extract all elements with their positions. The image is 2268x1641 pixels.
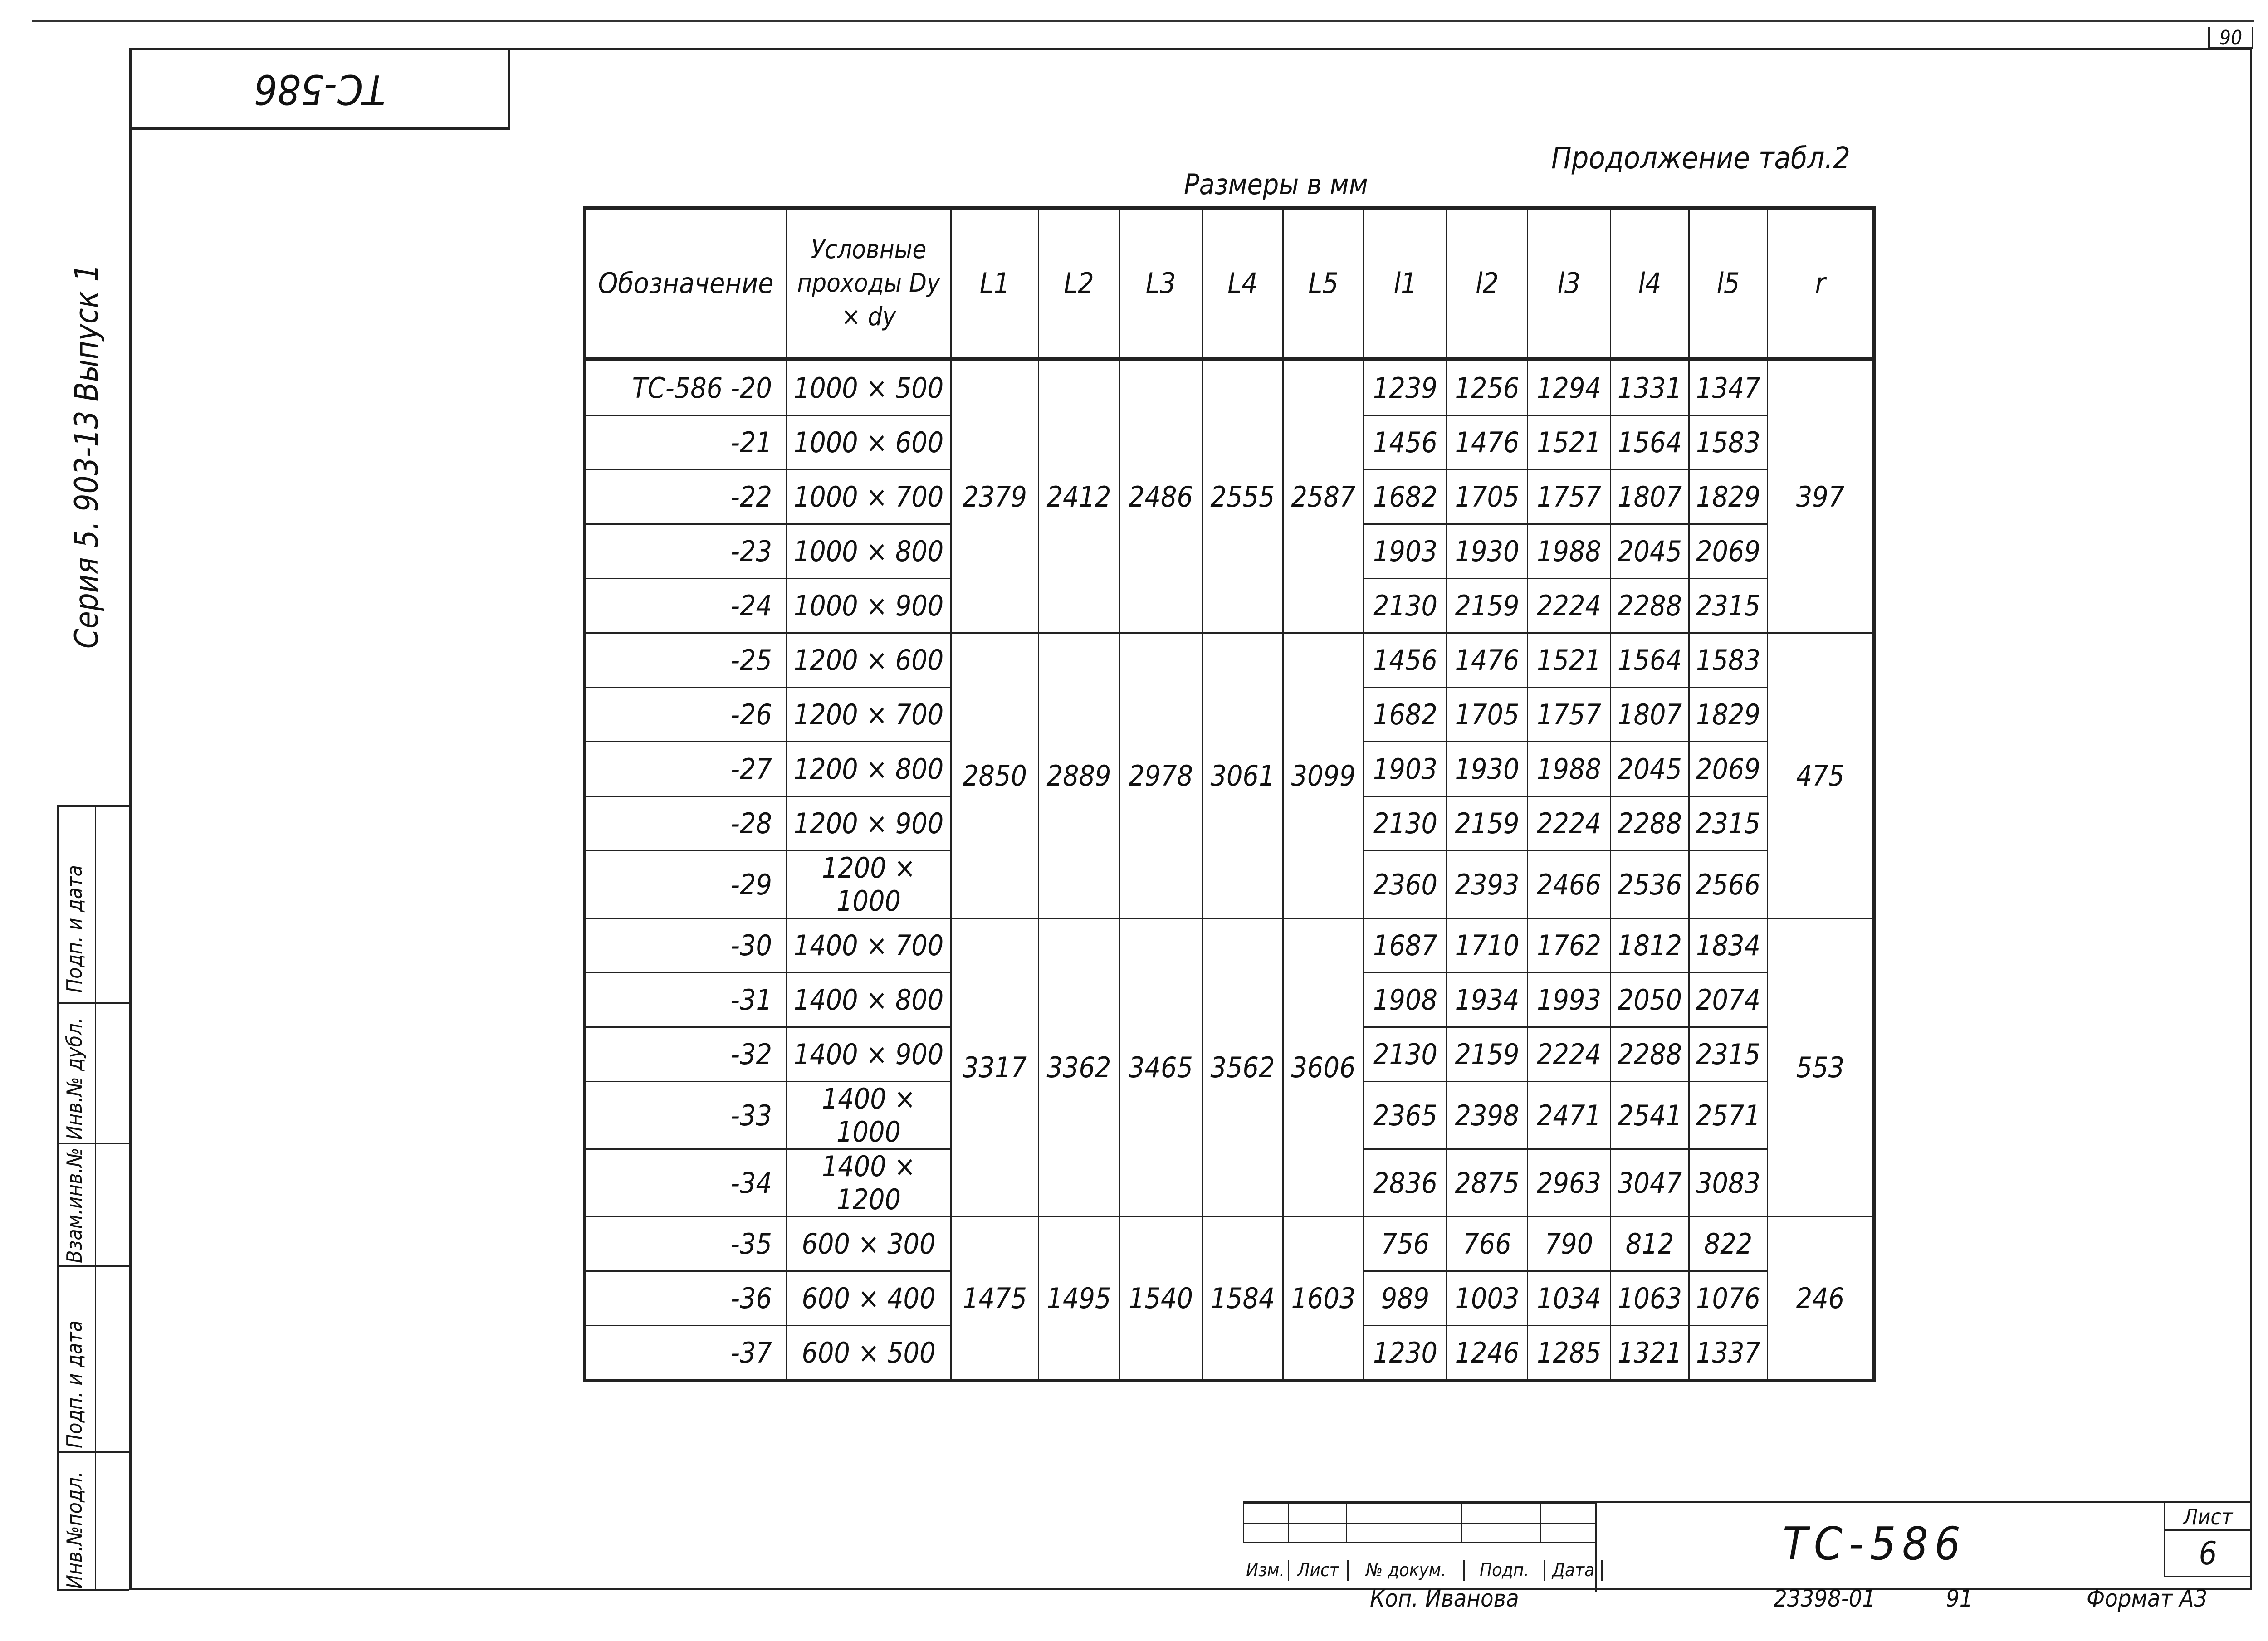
left-strip-cell bbox=[59, 1265, 129, 1453]
passage-cell: 1000 × 500 bbox=[787, 359, 951, 415]
page-number: 90 bbox=[2208, 27, 2253, 49]
passage-cell: 1400 × 1200 bbox=[787, 1149, 951, 1217]
l-value-cell: 2045 bbox=[1611, 524, 1689, 579]
left-strip-label: Инв.№подл. bbox=[62, 1471, 87, 1589]
l-value-cell: 2471 bbox=[1528, 1082, 1611, 1149]
l-value-cell: 1762 bbox=[1528, 918, 1611, 973]
L-value-cell: 2412 bbox=[1039, 359, 1119, 633]
left-strip-cell bbox=[59, 1451, 129, 1594]
l-value-cell: 2130 bbox=[1364, 1027, 1447, 1082]
L-value-cell: 2889 bbox=[1039, 633, 1119, 918]
r-value-cell: 397 bbox=[1768, 359, 1874, 633]
l-value-cell: 1294 bbox=[1528, 359, 1611, 415]
sheet-label: Лист bbox=[2164, 1501, 2252, 1531]
dimensions-table bbox=[583, 206, 1876, 1382]
passage-cell: 1000 × 800 bbox=[787, 524, 951, 579]
L-value-cell: 3606 bbox=[1283, 918, 1364, 1217]
left-strip bbox=[57, 805, 129, 1591]
designation-cell: -24 bbox=[585, 579, 787, 633]
l-value-cell: 2315 bbox=[1689, 1027, 1768, 1082]
l-value-cell: 2224 bbox=[1528, 1027, 1611, 1082]
l-value-cell: 3083 bbox=[1689, 1149, 1768, 1217]
l-value-cell: 2130 bbox=[1364, 579, 1447, 633]
l-value-cell: 756 bbox=[1364, 1217, 1447, 1271]
passage-cell: 600 × 400 bbox=[787, 1271, 951, 1326]
passage-cell: 1400 × 700 bbox=[787, 918, 951, 973]
column-header: l5 bbox=[1689, 208, 1768, 360]
designation-cell: -25 bbox=[585, 633, 787, 688]
l-value-cell: 1246 bbox=[1447, 1326, 1528, 1381]
archive-code: 23398-01 bbox=[1774, 1585, 1876, 1612]
l-value-cell: 2159 bbox=[1447, 579, 1528, 633]
designation-cell: -21 bbox=[585, 415, 787, 470]
l-value-cell: 1930 bbox=[1447, 742, 1528, 796]
passage-cell: 1400 × 1000 bbox=[787, 1082, 951, 1149]
l-value-cell: 2566 bbox=[1689, 851, 1768, 918]
designation-cell: -28 bbox=[585, 796, 787, 851]
l-value-cell: 1476 bbox=[1447, 633, 1528, 688]
l-value-cell: 1682 bbox=[1364, 470, 1447, 524]
series-text: Серия 5. 903-13 Выпуск 1 bbox=[68, 264, 105, 649]
left-strip-cell bbox=[59, 807, 129, 1002]
L-value-cell: 3562 bbox=[1202, 918, 1283, 1217]
l-value-cell: 2360 bbox=[1364, 851, 1447, 918]
revision-grid bbox=[1243, 1503, 1597, 1543]
l-value-cell: 1903 bbox=[1364, 524, 1447, 579]
l-value-cell: 1757 bbox=[1528, 688, 1611, 742]
left-strip-label: Подп. и дата bbox=[62, 1320, 87, 1448]
table-row bbox=[585, 359, 1874, 415]
l-value-cell: 1476 bbox=[1447, 415, 1528, 470]
column-header: l1 bbox=[1364, 208, 1447, 360]
passage-cell: 600 × 300 bbox=[787, 1217, 951, 1271]
column-header: l3 bbox=[1528, 208, 1611, 360]
l-value-cell: 1903 bbox=[1364, 742, 1447, 796]
l-value-cell: 790 bbox=[1528, 1217, 1611, 1271]
L-value-cell: 3465 bbox=[1119, 918, 1202, 1217]
rev-label: Изм. bbox=[1243, 1560, 1289, 1581]
l-value-cell: 2288 bbox=[1611, 796, 1689, 851]
column-header: L4 bbox=[1202, 208, 1283, 360]
l-value-cell: 1829 bbox=[1689, 688, 1768, 742]
l-value-cell: 2159 bbox=[1447, 796, 1528, 851]
r-value-cell: 475 bbox=[1768, 633, 1874, 918]
column-header: r bbox=[1768, 208, 1874, 360]
copied-by: Коп. Иванова bbox=[1370, 1585, 1519, 1612]
L-value-cell: 2379 bbox=[951, 359, 1039, 633]
revision-labels bbox=[1243, 1560, 1603, 1581]
rev-label: Подп. bbox=[1465, 1560, 1545, 1581]
left-strip-label: Инв.№ дубл. bbox=[62, 1017, 87, 1140]
continuation-note: Продолжение табл.2 bbox=[1551, 141, 1851, 176]
column-header: L2 bbox=[1039, 208, 1119, 360]
l-value-cell: 1988 bbox=[1528, 742, 1611, 796]
left-strip-cell bbox=[59, 1002, 129, 1144]
l-value-cell: 1812 bbox=[1611, 918, 1689, 973]
designation-cell: -36 bbox=[585, 1271, 787, 1326]
format-label: Формат А3 bbox=[2087, 1585, 2208, 1612]
designation-cell: -26 bbox=[585, 688, 787, 742]
rev-label: № докум. bbox=[1349, 1560, 1465, 1581]
l-value-cell: 2074 bbox=[1689, 973, 1768, 1027]
l-value-cell: 2288 bbox=[1611, 1027, 1689, 1082]
column-header: L5 bbox=[1283, 208, 1364, 360]
l-value-cell: 2224 bbox=[1528, 796, 1611, 851]
l-value-cell: 2836 bbox=[1364, 1149, 1447, 1217]
column-header: Обозначение bbox=[585, 208, 787, 360]
L-value-cell: 3317 bbox=[951, 918, 1039, 1217]
l-value-cell: 2130 bbox=[1364, 796, 1447, 851]
l-value-cell: 2050 bbox=[1611, 973, 1689, 1027]
table-row bbox=[585, 918, 1874, 973]
L-value-cell: 3099 bbox=[1283, 633, 1364, 918]
column-header: l4 bbox=[1611, 208, 1689, 360]
l-value-cell: 1521 bbox=[1528, 415, 1611, 470]
table-row bbox=[585, 633, 1874, 688]
l-value-cell: 3047 bbox=[1611, 1149, 1689, 1217]
l-value-cell: 1003 bbox=[1447, 1271, 1528, 1326]
l-value-cell: 1807 bbox=[1611, 470, 1689, 524]
l-value-cell: 1063 bbox=[1611, 1271, 1689, 1326]
column-header: L3 bbox=[1119, 208, 1202, 360]
l-value-cell: 1076 bbox=[1689, 1271, 1768, 1326]
rev-label: Дата bbox=[1545, 1560, 1603, 1581]
designation-cell: -29 bbox=[585, 851, 787, 918]
archive-year: 91 bbox=[1946, 1585, 1973, 1612]
L-value-cell: 2850 bbox=[951, 633, 1039, 918]
doc-number: ТС-586 bbox=[1783, 1517, 1967, 1570]
passage-cell: 1200 × 600 bbox=[787, 633, 951, 688]
passage-cell: 1000 × 900 bbox=[787, 579, 951, 633]
top-border-line bbox=[32, 20, 2254, 22]
l-value-cell: 2541 bbox=[1611, 1082, 1689, 1149]
r-value-cell: 553 bbox=[1768, 918, 1874, 1217]
l-value-cell: 1256 bbox=[1447, 359, 1528, 415]
designation-cell: -32 bbox=[585, 1027, 787, 1082]
l-value-cell: 1456 bbox=[1364, 633, 1447, 688]
designation-cell: -37 bbox=[585, 1326, 787, 1381]
designation-cell: -35 bbox=[585, 1217, 787, 1271]
l-value-cell: 1834 bbox=[1689, 918, 1768, 973]
title-divider bbox=[1595, 1503, 1597, 1592]
l-value-cell: 2159 bbox=[1447, 1027, 1528, 1082]
l-value-cell: 2571 bbox=[1689, 1082, 1768, 1149]
l-value-cell: 1564 bbox=[1611, 633, 1689, 688]
passage-cell: 1200 × 1000 bbox=[787, 851, 951, 918]
designation-cell: -34 bbox=[585, 1149, 787, 1217]
passage-cell: 600 × 500 bbox=[787, 1326, 951, 1381]
l-value-cell: 766 bbox=[1447, 1217, 1528, 1271]
designation-cell: -30 bbox=[585, 918, 787, 973]
l-value-cell: 2069 bbox=[1689, 742, 1768, 796]
l-value-cell: 1230 bbox=[1364, 1326, 1447, 1381]
l-value-cell: 1521 bbox=[1528, 633, 1611, 688]
l-value-cell: 2393 bbox=[1447, 851, 1528, 918]
sheet-number: 6 bbox=[2164, 1531, 2252, 1577]
l-value-cell: 2963 bbox=[1528, 1149, 1611, 1217]
l-value-cell: 2069 bbox=[1689, 524, 1768, 579]
l-value-cell: 2288 bbox=[1611, 579, 1689, 633]
l-value-cell: 1034 bbox=[1528, 1271, 1611, 1326]
rev-label: Лист bbox=[1289, 1560, 1349, 1581]
l-value-cell: 1456 bbox=[1364, 415, 1447, 470]
passage-cell: 1200 × 800 bbox=[787, 742, 951, 796]
l-value-cell: 1321 bbox=[1611, 1326, 1689, 1381]
table-body bbox=[585, 359, 1874, 1381]
l-value-cell: 1807 bbox=[1611, 688, 1689, 742]
l-value-cell: 1583 bbox=[1689, 633, 1768, 688]
L-value-cell: 1584 bbox=[1202, 1217, 1283, 1381]
L-value-cell: 3362 bbox=[1039, 918, 1119, 1217]
r-value-cell: 246 bbox=[1768, 1217, 1874, 1381]
column-header: l2 bbox=[1447, 208, 1528, 360]
l-value-cell: 2875 bbox=[1447, 1149, 1528, 1217]
top-stamp bbox=[129, 48, 510, 130]
designation-cell: ТС-586 -20 bbox=[585, 359, 787, 415]
L-value-cell: 1495 bbox=[1039, 1217, 1119, 1381]
title-block bbox=[1243, 1501, 2252, 1592]
l-value-cell: 2315 bbox=[1689, 579, 1768, 633]
l-value-cell: 1710 bbox=[1447, 918, 1528, 973]
l-value-cell: 2536 bbox=[1611, 851, 1689, 918]
l-value-cell: 1285 bbox=[1528, 1326, 1611, 1381]
l-value-cell: 1988 bbox=[1528, 524, 1611, 579]
l-value-cell: 1337 bbox=[1689, 1326, 1768, 1381]
l-value-cell: 1331 bbox=[1611, 359, 1689, 415]
l-value-cell: 989 bbox=[1364, 1271, 1447, 1326]
l-value-cell: 1934 bbox=[1447, 973, 1528, 1027]
l-value-cell: 1239 bbox=[1364, 359, 1447, 415]
l-value-cell: 1908 bbox=[1364, 973, 1447, 1027]
designation-cell: -22 bbox=[585, 470, 787, 524]
top-stamp-text: ТС-586 bbox=[254, 65, 386, 113]
L-value-cell: 2978 bbox=[1119, 633, 1202, 918]
l-value-cell: 1705 bbox=[1447, 470, 1528, 524]
designation-cell: -33 bbox=[585, 1082, 787, 1149]
l-value-cell: 2466 bbox=[1528, 851, 1611, 918]
l-value-cell: 1757 bbox=[1528, 470, 1611, 524]
l-value-cell: 1993 bbox=[1528, 973, 1611, 1027]
l-value-cell: 1705 bbox=[1447, 688, 1528, 742]
l-value-cell: 822 bbox=[1689, 1217, 1768, 1271]
l-value-cell: 2224 bbox=[1528, 579, 1611, 633]
passage-cell: 1000 × 700 bbox=[787, 470, 951, 524]
sizes-note: Размеры в мм bbox=[1184, 168, 1368, 201]
l-value-cell: 1829 bbox=[1689, 470, 1768, 524]
left-strip-label: Взам.инв.№ bbox=[62, 1148, 87, 1263]
l-value-cell: 1583 bbox=[1689, 415, 1768, 470]
l-value-cell: 1347 bbox=[1689, 359, 1768, 415]
table-header-row bbox=[585, 208, 1874, 360]
L-value-cell: 2555 bbox=[1202, 359, 1283, 633]
L-value-cell: 1603 bbox=[1283, 1217, 1364, 1381]
passage-cell: 1200 × 700 bbox=[787, 688, 951, 742]
L-value-cell: 1540 bbox=[1119, 1217, 1202, 1381]
l-value-cell: 2045 bbox=[1611, 742, 1689, 796]
passage-cell: 1400 × 900 bbox=[787, 1027, 951, 1082]
L-value-cell: 1475 bbox=[951, 1217, 1039, 1381]
designation-cell: -27 bbox=[585, 742, 787, 796]
table-row bbox=[585, 1217, 1874, 1271]
left-strip-cell bbox=[59, 1143, 129, 1267]
L-value-cell: 2587 bbox=[1283, 359, 1364, 633]
designation-cell: -31 bbox=[585, 973, 787, 1027]
l-value-cell: 812 bbox=[1611, 1217, 1689, 1271]
passage-cell: 1400 × 800 bbox=[787, 973, 951, 1027]
L-value-cell: 2486 bbox=[1119, 359, 1202, 633]
L-value-cell: 3061 bbox=[1202, 633, 1283, 918]
l-value-cell: 2398 bbox=[1447, 1082, 1528, 1149]
l-value-cell: 2315 bbox=[1689, 796, 1768, 851]
l-value-cell: 1687 bbox=[1364, 918, 1447, 973]
passage-cell: 1000 × 600 bbox=[787, 415, 951, 470]
l-value-cell: 1682 bbox=[1364, 688, 1447, 742]
designation-cell: -23 bbox=[585, 524, 787, 579]
left-strip-label: Подп. и дата bbox=[62, 865, 87, 993]
column-header: L1 bbox=[951, 208, 1039, 360]
column-header: Условные проходы Dy × dy bbox=[787, 208, 951, 360]
passage-cell: 1200 × 900 bbox=[787, 796, 951, 851]
l-value-cell: 1930 bbox=[1447, 524, 1528, 579]
l-value-cell: 2365 bbox=[1364, 1082, 1447, 1149]
l-value-cell: 1564 bbox=[1611, 415, 1689, 470]
